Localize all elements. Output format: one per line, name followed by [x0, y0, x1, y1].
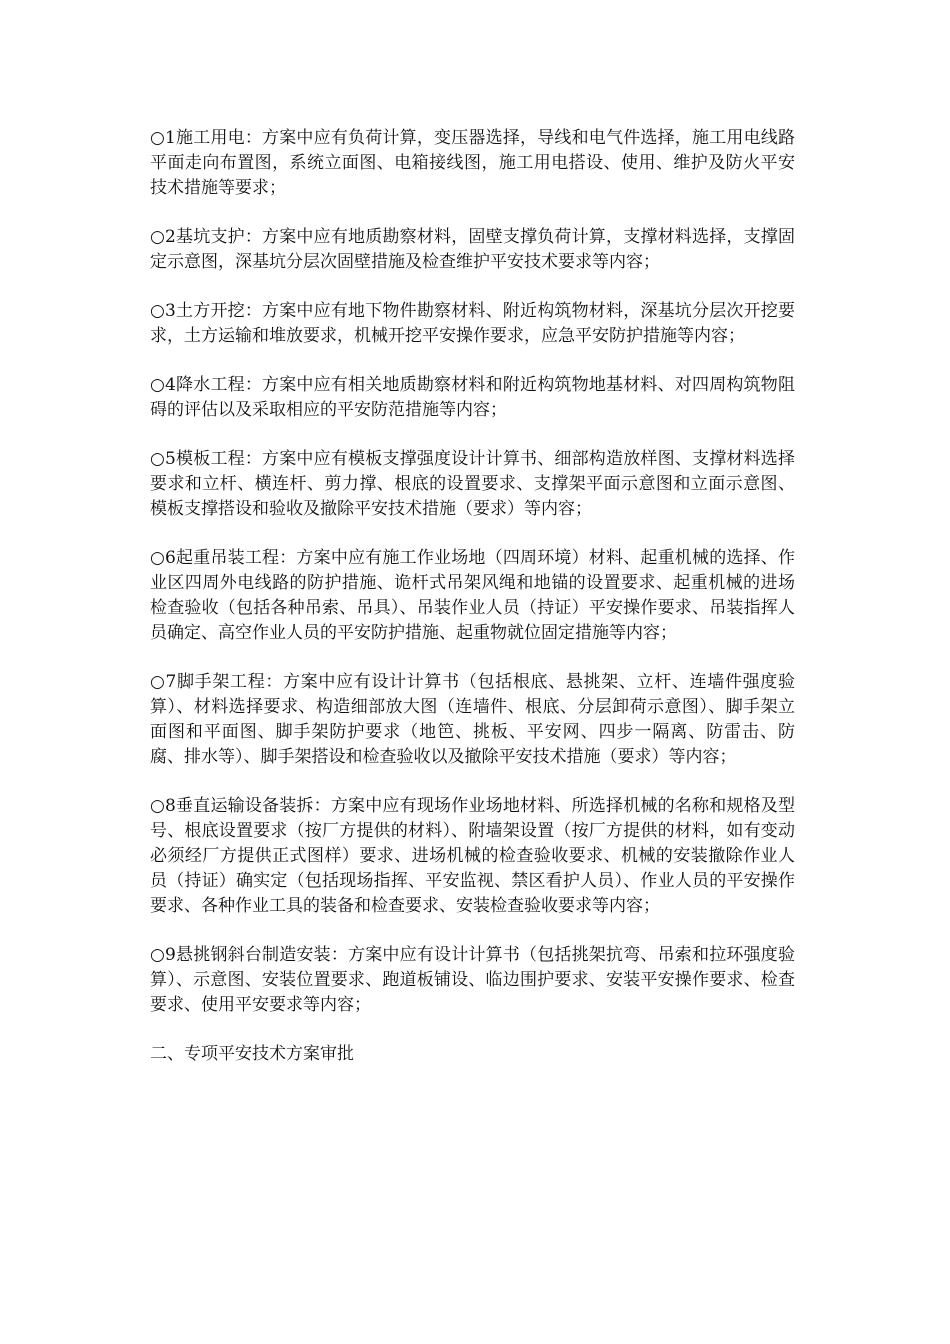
paragraph-foundation-pit-support: ○2基坑支护：方案中应有地质勘察材料，固壁支撑负荷计算，支撑材料选择，支撑固定示意图，深基坑分层次固壁措施及检查维护平安技术要求等内容；	[150, 227, 795, 272]
paragraph-cantilever-platform: ○9悬挑钢斜台制造安装：方案中应有设计计算书（包括挑架抗弯、吊索和拉环强度验算）、示意图、安装位置要求、跑道板铺设、临边围护要求、安装平安操作要求、检查要求、使用平安要求等内容；	[150, 945, 795, 1015]
paragraph-scaffolding: ○7脚手架工程：方案中应有设计计算书（包括根底、悬挑架、立杆、连墙件强度验算）、材料选择要求、构造细部放大图（连墙件、根底、分层卸荷示意图）、脚手架立面图和平面图、脚手架防护要求（地笆、挑板、平安网、四步一隔离、防雷击、防腐、排水等）、脚手架搭设和检查验收以及撤除平安技术措施（要求）等内容；	[150, 672, 795, 767]
paragraph-hoisting: ○6起重吊装工程：方案中应有施工作业场地（四周环境）材料、起重机械的选择、作业区四周外电线路的防护措施、诡杆式吊架风绳和地锚的设置要求、起重机械的进场检查验收（包括各种吊索、吊具）、吊装作业人员（持证）平安操作要求、吊装指挥人员确定、高空作业人员的平安防护措施、起重物就位固定措施等内容；	[150, 548, 795, 643]
paragraph-vertical-transport: ○8垂直运输设备装拆：方案中应有现场作业场地材料、所选择机械的名称和规格及型号、根底设置要求（按厂方提供的材料）、附墙架设置（按厂方提供的材料，如有变动必须经厂方提供正式图样）要求、进场机械的检查验收要求、机械的安装撤除作业人员（持证）确实定（包括现场指挥、平安监视、禁区看护人员）、作业人员的平安操作要求、各种作业工具的装备和检查要求、安装检查验收要求等内容；	[150, 796, 795, 916]
paragraph-earthwork-excavation: ○3土方开挖：方案中应有地下物件勘察材料、附近构筑物材料，深基坑分层次开挖要求，土方运输和堆放要求，机械开挖平安操作要求，应急平安防护措施等内容；	[150, 301, 795, 346]
paragraph-dewatering: ○4降水工程：方案中应有相关地质勘察材料和附近构筑物地基材料、对四周构筑物阻碍的评估以及采取相应的平安防范措施等内容；	[150, 375, 795, 420]
paragraph-formwork: ○5模板工程：方案中应有模板支撑强度设计计算书、细部构造放样图、支撑材料选择要求和立杆、横连杆、剪力撑、根底的设置要求、支撑架平面示意图和立面示意图、模板支撑搭设和验收及撤除平安技术措施（要求）等内容；	[150, 449, 795, 519]
paragraph-electricity: ○1施工用电：方案中应有负荷计算，变压器选择，导线和电气件选择，施工用电线路平面走向布置图，系统立面图、电箱接线图，施工用电搭设、使用、维护及防火平安技术措施等要求；	[150, 128, 795, 198]
document-body	[150, 126, 795, 1067]
section-heading: 二、专项平安技术方案审批	[150, 1044, 354, 1064]
